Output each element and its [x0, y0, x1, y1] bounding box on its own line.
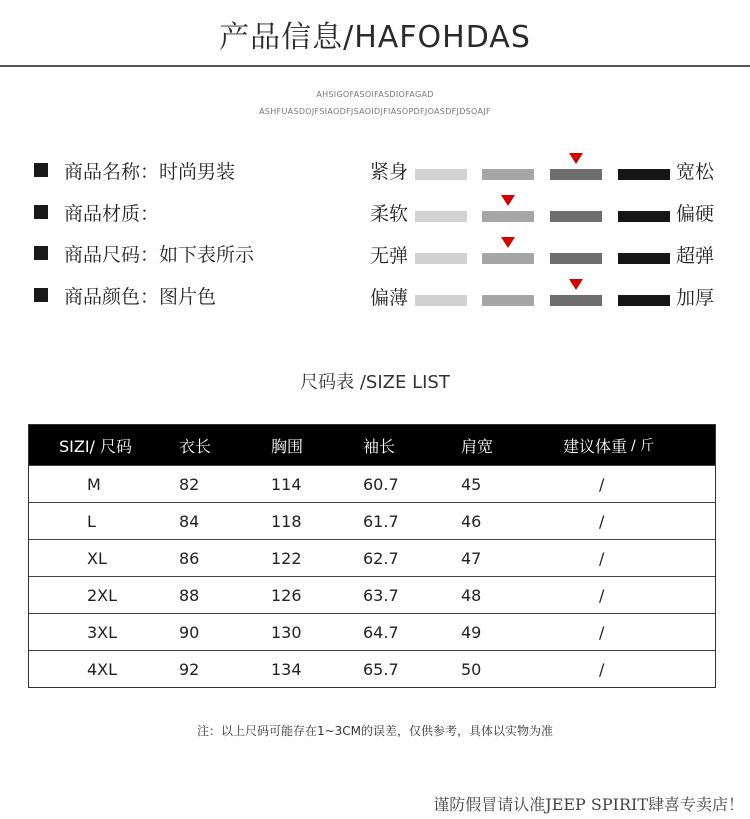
info-row-size	[34, 241, 254, 265]
cell-weight: /	[599, 474, 605, 494]
table-header-row	[29, 425, 715, 465]
cell-weight: /	[599, 585, 605, 605]
cell-sleeve: 64.7	[363, 622, 399, 642]
scale-segment-3	[550, 169, 602, 180]
scale-segment-4	[618, 211, 670, 222]
cell-shoulder: 49	[461, 622, 482, 642]
scale-segment-3	[550, 253, 602, 264]
scale-right-label: 宽松	[676, 161, 715, 183]
cell-sleeve: 61.7	[363, 511, 399, 531]
cell-chest: 134	[271, 659, 302, 679]
scale-segment-1	[415, 295, 467, 306]
size-table	[28, 424, 716, 688]
header-sleeve: 袖长	[363, 436, 396, 456]
info-row-color	[34, 283, 216, 307]
cell-shoulder: 45	[461, 474, 482, 494]
table-row	[29, 465, 715, 502]
cell-weight: /	[599, 511, 605, 531]
cell-size: 3XL	[87, 622, 118, 642]
scale-segment-2	[482, 295, 534, 306]
scale-hardness	[370, 199, 730, 225]
cell-weight: /	[599, 622, 605, 642]
scale-segment-1	[415, 253, 467, 264]
size-note: 注：以上尺码可能存在1~3CM的误差，仅供参考，具体以实物为准	[196, 724, 554, 738]
scale-fit	[370, 157, 730, 183]
table-row	[29, 576, 715, 613]
size-table-title: 尺码表 /SIZE LIST	[300, 372, 450, 393]
scale-marker-icon	[569, 153, 583, 164]
cell-shoulder: 46	[461, 511, 482, 531]
bullet-square	[34, 288, 48, 302]
scale-segment-4	[618, 253, 670, 264]
cell-length: 88	[179, 585, 200, 605]
scale-segment-3	[550, 211, 602, 222]
info-row-name	[34, 158, 235, 182]
header-shoulder: 肩宽	[461, 436, 494, 456]
scale-right-label: 超弹	[676, 245, 715, 267]
cell-chest: 126	[271, 585, 302, 605]
cell-size: 4XL	[87, 659, 118, 679]
scale-left-label: 柔软	[370, 203, 409, 225]
cell-size: XL	[87, 548, 107, 568]
table-row	[29, 502, 715, 539]
scale-marker-icon	[501, 195, 515, 206]
table-row	[29, 613, 715, 650]
subtitle-line-2: ASHFUASDOJFSIAODFJSAOIDJFIASOPDFJOASDFJDSOAJF	[259, 107, 491, 116]
scale-left-label: 偏薄	[370, 287, 409, 309]
bullet-square	[34, 163, 48, 177]
scale-thickness	[370, 283, 730, 309]
cell-weight: /	[599, 548, 605, 568]
table-row	[29, 539, 715, 576]
cell-weight: /	[599, 659, 605, 679]
header-chest: 胸围	[271, 436, 304, 456]
cell-chest: 122	[271, 548, 302, 568]
scale-segment-1	[415, 169, 467, 180]
header-weight-unit: / 斤	[631, 438, 655, 454]
scale-marker-icon	[501, 237, 515, 248]
scale-segment-2	[482, 211, 534, 222]
cell-length: 86	[179, 548, 200, 568]
bullet-square	[34, 205, 48, 219]
header-length: 衣长	[179, 436, 212, 456]
info-text: 商品名称：时尚男装	[64, 160, 236, 183]
scale-left-label: 紧身	[370, 161, 409, 183]
info-text: 商品材质：	[64, 202, 160, 225]
cell-sleeve: 63.7	[363, 585, 399, 605]
scale-segment-2	[482, 169, 534, 180]
cell-sleeve: 65.7	[363, 659, 399, 679]
header-weight-label: 建议体重	[563, 436, 628, 456]
header-size: SIZI/ 尺码	[59, 436, 133, 456]
scale-marker-icon	[569, 279, 583, 290]
cell-shoulder: 47	[461, 548, 482, 568]
cell-chest: 118	[271, 511, 302, 531]
scale-left-label: 无弹	[370, 245, 409, 267]
scale-elasticity	[370, 241, 730, 267]
cell-length: 84	[179, 511, 200, 531]
cell-sleeve: 60.7	[363, 474, 399, 494]
store-footer: 谨防假冒请认准JEEP SPIRIT肆喜专卖店！	[433, 795, 744, 814]
cell-size: 2XL	[87, 585, 118, 605]
info-row-material	[34, 200, 159, 224]
cell-length: 90	[179, 622, 200, 642]
scale-right-label: 偏硬	[676, 203, 715, 225]
scale-right-label: 加厚	[676, 287, 715, 309]
cell-shoulder: 48	[461, 585, 482, 605]
page-title: 产品信息/HAFOHDAS	[219, 20, 531, 55]
header-weight	[563, 425, 654, 465]
cell-size: M	[87, 474, 101, 494]
cell-chest: 130	[271, 622, 302, 642]
cell-chest: 114	[271, 474, 302, 494]
scale-segment-1	[415, 211, 467, 222]
cell-size: L	[87, 511, 96, 531]
cell-length: 82	[179, 474, 200, 494]
info-text: 商品颜色：图片色	[64, 285, 217, 308]
title-divider	[0, 65, 750, 67]
cell-length: 92	[179, 659, 200, 679]
scale-segment-4	[618, 169, 670, 180]
cell-sleeve: 62.7	[363, 548, 399, 568]
cell-shoulder: 50	[461, 659, 482, 679]
scale-segment-2	[482, 253, 534, 264]
subtitle-line-1: AHSIGOFASOIFASDIOFAGAD	[316, 90, 434, 99]
scale-segment-3	[550, 295, 602, 306]
bullet-square	[34, 246, 48, 260]
info-text: 商品尺码：如下表所示	[64, 243, 255, 266]
table-row	[29, 650, 715, 687]
scale-segment-4	[618, 295, 670, 306]
